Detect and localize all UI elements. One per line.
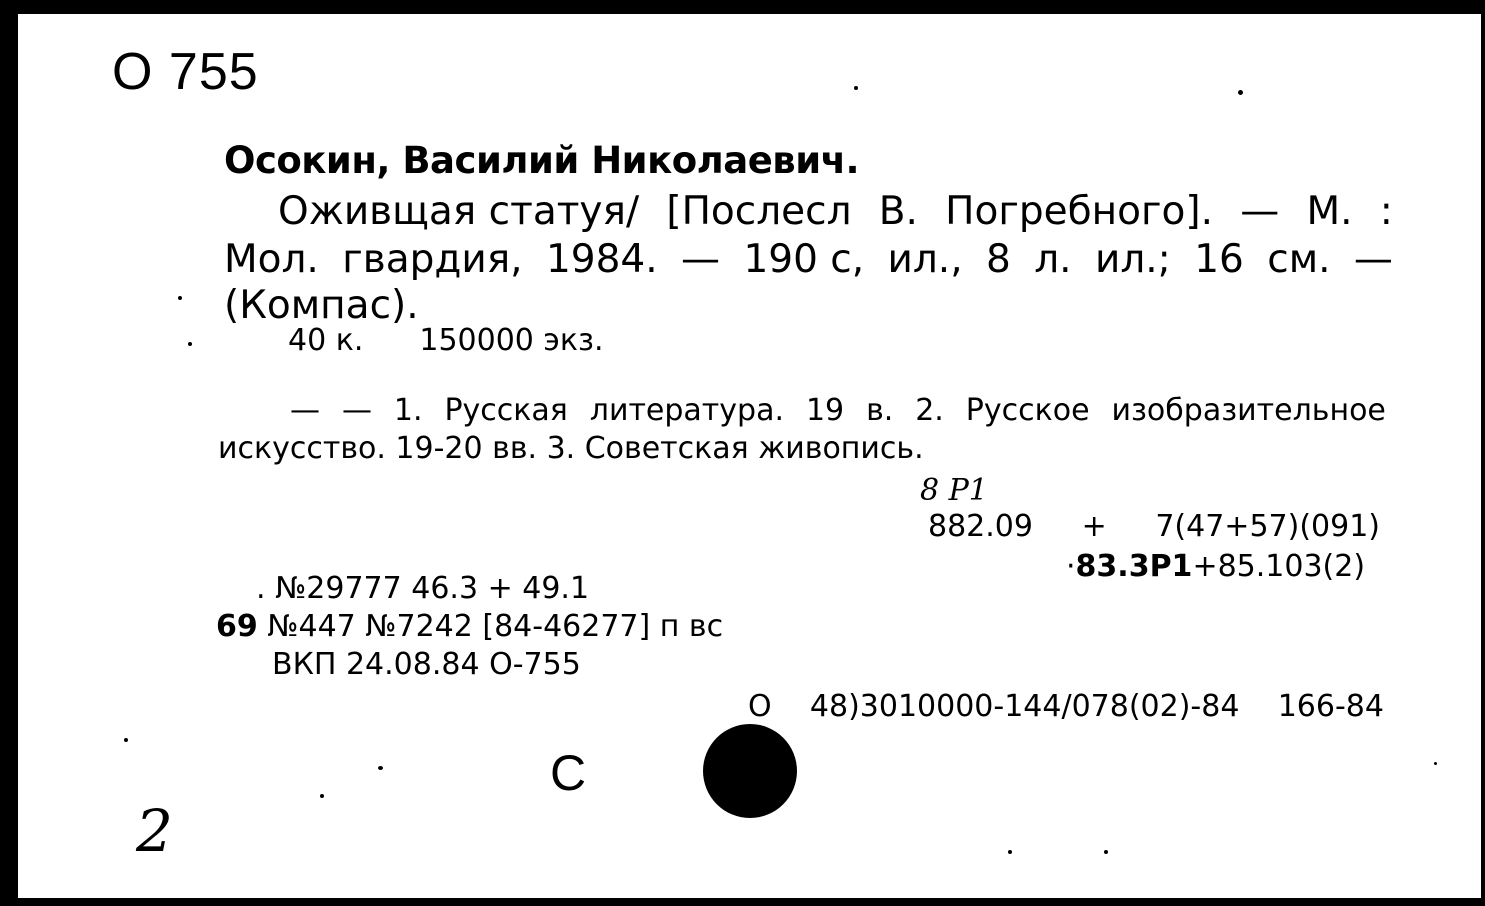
subject-word: — — [290, 393, 320, 428]
title-word: 16 — [1194, 237, 1244, 282]
title-word: [Послесл — [666, 189, 852, 234]
speck — [1104, 850, 1108, 854]
speck — [1238, 90, 1243, 95]
handwritten-class-note: 8 Р1 — [920, 473, 988, 508]
author-heading: Осокин, Василий Николаевич. — [224, 139, 860, 182]
catalog-card — [18, 14, 1481, 898]
speck — [378, 766, 383, 770]
title-word: ил., — [887, 237, 963, 282]
speck — [1008, 850, 1012, 854]
subject-word: — — [341, 393, 372, 428]
number-line-1: . №29777 46.3 + 49.1 — [256, 571, 590, 606]
number-line-2 — [216, 609, 724, 644]
c-mark: С — [550, 745, 587, 801]
number-text: №29777 46.3 + 49.1 — [275, 571, 590, 606]
classification-code: 7(47+57)(091) — [1155, 509, 1380, 544]
price-line — [288, 323, 604, 358]
speck — [188, 342, 192, 346]
isbn-line — [748, 689, 1384, 724]
title-word: Мол. — [224, 237, 319, 282]
classification-code-bold: 83.3Р1 — [1075, 549, 1193, 584]
subject-word: 19 — [805, 393, 845, 428]
speck — [1434, 762, 1437, 765]
price: 40 к. — [288, 323, 364, 358]
speck — [178, 296, 182, 300]
subject-word: 1. — [393, 393, 423, 428]
series-line: (Компас). — [224, 283, 419, 328]
title-line-2 — [224, 237, 1393, 282]
title-word: Погребного]. — [945, 189, 1213, 234]
title-word: 190 с, — [743, 237, 865, 282]
classification-code: +85.103(2) — [1192, 549, 1366, 584]
isbn-part: 166-84 — [1277, 689, 1384, 724]
classification-code: 882.09 — [928, 509, 1033, 544]
classification-plus: + — [1081, 509, 1107, 544]
subject-word: Русская — [444, 393, 568, 428]
title-word: гвардия, — [342, 237, 523, 282]
speck — [320, 794, 324, 798]
title-word: М. — [1306, 189, 1353, 234]
title-word: В. — [878, 189, 918, 234]
subject-word: изобразительное — [1111, 393, 1386, 428]
title-line-1 — [278, 189, 1393, 234]
number-bold: 69 — [216, 609, 258, 644]
call-number: O 755 — [112, 43, 259, 101]
punch-hole — [703, 724, 797, 818]
handwritten-number: 2 — [136, 797, 173, 865]
title-word: — — [1240, 189, 1280, 234]
subjects-line-1 — [290, 393, 1386, 428]
title-word: ил.; — [1094, 237, 1171, 282]
title-word: 1984. — [545, 237, 658, 282]
subject-word: 2. — [915, 393, 944, 428]
speck — [124, 738, 128, 742]
title-word: л. — [1034, 237, 1072, 282]
title-word: : — [1379, 189, 1393, 234]
subject-word: Русское — [965, 393, 1090, 428]
title-word: см. — [1267, 237, 1331, 282]
subject-word: литература. — [589, 393, 784, 428]
title-word: Оживщая статуя/ — [278, 189, 640, 234]
title-word: — — [1353, 237, 1393, 282]
classification-line-2: ·83.3Р1+85.103(2) — [1066, 549, 1366, 584]
copies: 150000 экз. — [419, 323, 604, 358]
subjects-line-2: искусство. 19-20 вв. 3. Советская живопись. — [218, 431, 924, 466]
title-word: 8 — [986, 237, 1011, 282]
isbn-part: 48)3010000-144/078(02)-84 — [809, 689, 1240, 724]
number-line-3: ВКП 24.08.84 О-755 — [272, 647, 581, 682]
subject-word: в. — [866, 393, 894, 428]
speck — [854, 86, 858, 90]
classification-line-1 — [928, 509, 1380, 544]
isbn-part: О — [748, 689, 772, 724]
title-word: — — [681, 237, 721, 282]
number-text: №447 №7242 [84-46277] п вс — [257, 609, 724, 644]
